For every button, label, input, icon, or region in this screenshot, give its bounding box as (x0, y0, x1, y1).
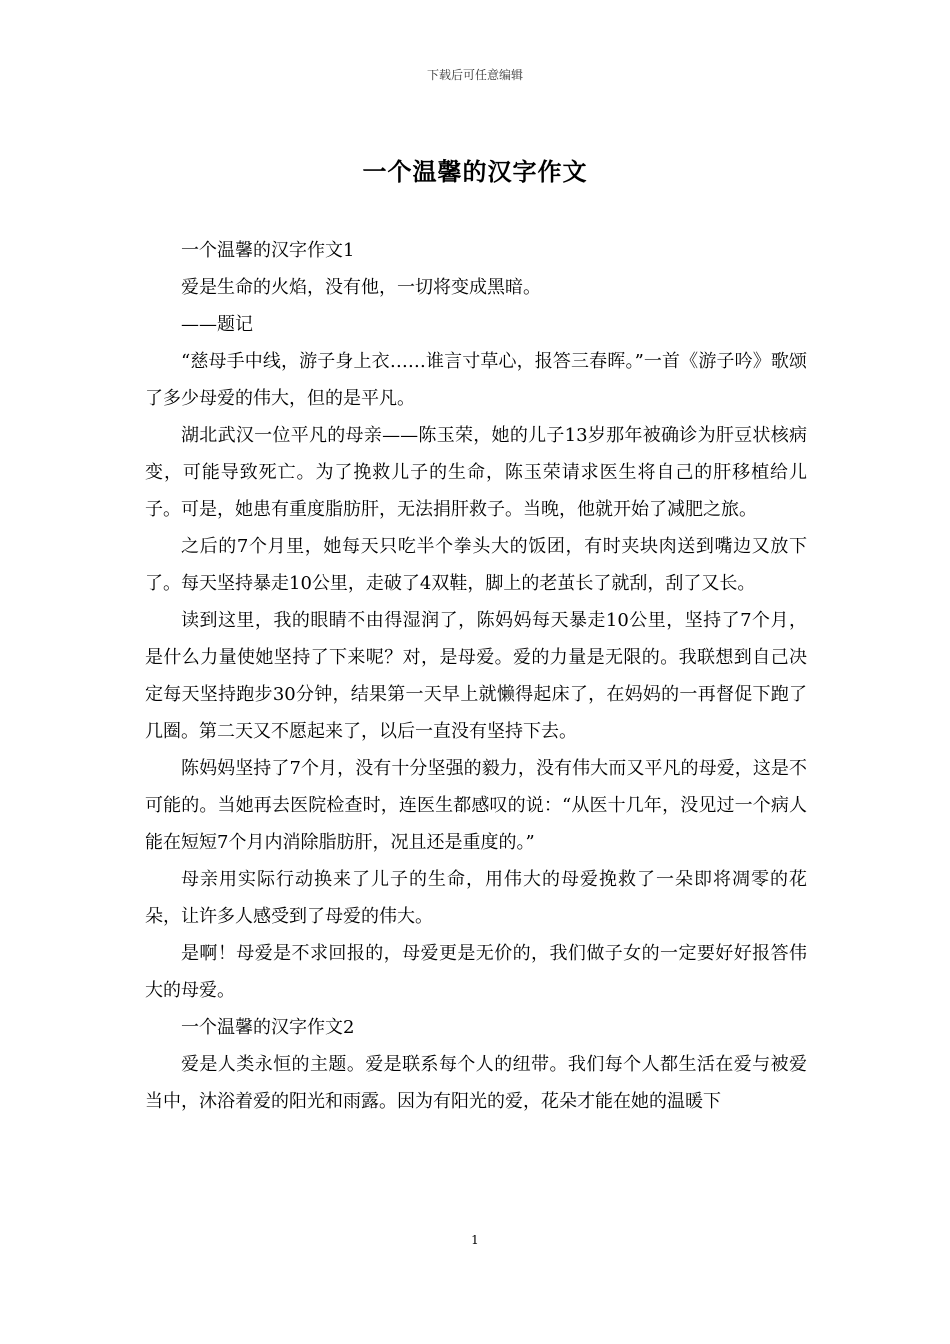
article-body (145, 232, 807, 1120)
section-heading: 一个温馨的汉字作文2 (181, 1017, 355, 1038)
page-title: 一个温馨的汉字作文 (362, 157, 588, 186)
paragraph: 湖北武汉一位平凡的母亲——陈玉荣，她的儿子13岁那年被确诊为肝豆状核病变，可能导致死亡。为了挽救儿子的生命，陈玉荣请求医生将自己的肝移植给儿子。可是，她患有重度脂肪肝，无法捐肝救子。当晚，他就开始了减肥之旅。 (145, 425, 807, 520)
paragraph: 母亲用实际行动换来了儿子的生命，用伟大的母爱挽救了一朵即将凋零的花朵，让许多人感受到了母爱的伟大。 (145, 869, 807, 927)
paragraph: 爱是人类永恒的主题。爱是联系每个人的纽带。我们每个人都生活在爱与被爱当中，沐浴着爱的阳光和雨露。因为有阳光的爱，花朵才能在她的温暖下 (145, 1054, 807, 1112)
paragraph: “慈母手中线，游子身上衣……谁言寸草心，报答三春晖。”一首《游子吟》歌颂了多少母爱的伟大，但的是平凡。 (145, 351, 807, 409)
paragraph: 之后的7个月里，她每天只吃半个拳头大的饭团，有时夹块肉送到嘴边又放下了。每天坚持暴走10公里，走破了4双鞋，脚上的老茧长了就刮，刮了又长。 (145, 536, 807, 594)
paragraph: 爱是生命的火焰，没有他，一切将变成黑暗。 (181, 277, 541, 298)
paragraph: 读到这里，我的眼睛不由得湿润了，陈妈妈每天暴走10公里，坚持了7个月，是什么力量使她坚持了下来呢？对，是母爱。爱的力量是无限的。我联想到自己决定每天坚持跑步30分钟，结果第一天早上就懒得起床了，在妈妈的一再督促下跑了几圈。第二天又不愿起来了，以后一直没有坚持下去。 (145, 610, 807, 742)
paragraph: 是啊！母爱是不求回报的，母爱更是无价的，我们做子女的一定要好好报答伟大的母爱。 (145, 943, 807, 1001)
page-number: 1 (471, 1233, 479, 1247)
paragraph: 陈妈妈坚持了7个月，没有十分坚强的毅力，没有伟大而又平凡的母爱，这是不可能的。当她再去医院检查时，连医生都感叹的说：“从医十几年，没见过一个病人能在短短7个月内消除脂肪肝，况且还是重度的。” (145, 758, 807, 853)
section-heading: 一个温馨的汉字作文1 (181, 240, 355, 261)
header-note: 下载后可任意编辑 (426, 68, 523, 82)
paragraph: ——题记 (181, 314, 253, 335)
